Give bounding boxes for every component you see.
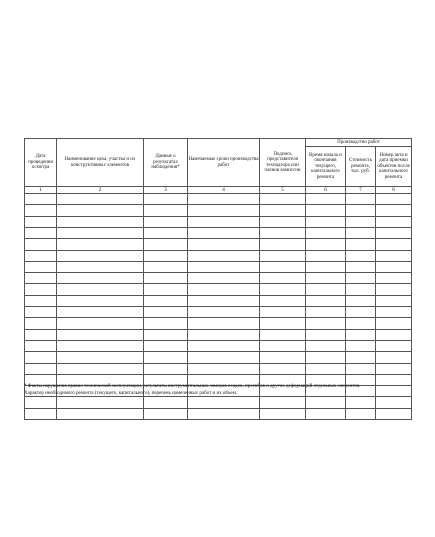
table-cell — [306, 273, 346, 284]
table-cell — [57, 363, 144, 374]
column-number: 3 — [144, 187, 188, 194]
table-cell — [346, 239, 376, 250]
table-cell — [346, 295, 376, 306]
table-row — [25, 340, 412, 351]
table-cell — [306, 250, 346, 261]
table-cell — [346, 250, 376, 261]
table-cell — [25, 363, 57, 374]
column-number: 7 — [346, 187, 376, 194]
table-cell — [260, 307, 306, 318]
table-row — [25, 227, 412, 238]
table-cell — [376, 250, 412, 261]
table-cell — [346, 227, 376, 238]
table-cell — [260, 318, 306, 329]
table-cell — [144, 340, 188, 351]
table-cell — [25, 284, 57, 295]
table-cell — [306, 239, 346, 250]
table-cell — [188, 295, 260, 306]
table-cell — [346, 408, 376, 419]
table-cell — [144, 273, 188, 284]
table-cell — [25, 205, 57, 216]
table-cell — [260, 273, 306, 284]
table-row — [25, 397, 412, 408]
table-row — [25, 239, 412, 250]
table-cell — [306, 205, 346, 216]
table-cell — [376, 284, 412, 295]
table-cell — [25, 227, 57, 238]
table-cell — [188, 318, 260, 329]
table-row — [25, 284, 412, 295]
table-cell — [57, 318, 144, 329]
table-cell — [260, 363, 306, 374]
table-cell — [260, 284, 306, 295]
column-number: 6 — [306, 187, 346, 194]
table-cell — [25, 250, 57, 261]
table-cell — [376, 239, 412, 250]
table-cell — [57, 227, 144, 238]
column-header-observation-data: Данные о результатах наблюдения* — [144, 139, 188, 187]
table-cell — [57, 261, 144, 272]
table-cell — [57, 397, 144, 408]
table-cell — [376, 318, 412, 329]
table-cell — [346, 261, 376, 272]
table-row — [25, 194, 412, 205]
table-cell — [260, 261, 306, 272]
table-cell — [376, 340, 412, 351]
table-cell — [306, 216, 346, 227]
table-row — [25, 307, 412, 318]
table-cell — [376, 273, 412, 284]
column-group-header-works: Производство работ — [306, 139, 412, 147]
table-cell — [188, 227, 260, 238]
table-cell — [144, 194, 188, 205]
table-cell — [25, 239, 57, 250]
table-cell — [346, 194, 376, 205]
table-cell — [144, 205, 188, 216]
table-cell — [57, 295, 144, 306]
table-cell — [57, 408, 144, 419]
table-row — [25, 250, 412, 261]
table-cell — [57, 352, 144, 363]
table-cell — [188, 307, 260, 318]
table-cell — [306, 194, 346, 205]
table-cell — [376, 261, 412, 272]
table-cell — [188, 352, 260, 363]
table-cell — [376, 397, 412, 408]
table-cell — [260, 340, 306, 351]
table-cell — [376, 352, 412, 363]
table-cell — [188, 250, 260, 261]
table-cell — [25, 397, 57, 408]
table-cell — [188, 329, 260, 340]
table-cell — [144, 363, 188, 374]
table-cell — [346, 205, 376, 216]
table-cell — [376, 408, 412, 419]
column-header-planned-dates: Намечаемые сроки производства работ — [188, 139, 260, 187]
table-cell — [376, 307, 412, 318]
table-cell — [144, 261, 188, 272]
table-cell — [306, 261, 346, 272]
table-cell — [57, 250, 144, 261]
table-cell — [188, 363, 260, 374]
table-cell — [144, 284, 188, 295]
table-cell — [57, 216, 144, 227]
table-cell — [306, 295, 346, 306]
table-cell — [25, 273, 57, 284]
table-cell — [376, 295, 412, 306]
table-row — [25, 261, 412, 272]
table-cell — [188, 397, 260, 408]
table-cell — [346, 284, 376, 295]
table-cell — [346, 273, 376, 284]
table-cell — [306, 227, 346, 238]
inspection-log-table — [24, 138, 412, 420]
table-cell — [144, 295, 188, 306]
table-cell — [346, 329, 376, 340]
table-cell — [260, 216, 306, 227]
table-cell — [188, 408, 260, 419]
table-cell — [346, 363, 376, 374]
column-number: 8 — [376, 187, 412, 194]
column-header-repair-cost: Стоимость ремонта, тыс. руб. — [346, 147, 376, 187]
table-cell — [57, 273, 144, 284]
table-cell — [260, 194, 306, 205]
table-cell — [57, 194, 144, 205]
table-cell — [57, 205, 144, 216]
table-cell — [188, 273, 260, 284]
table-cell — [144, 227, 188, 238]
column-header-signature: Подпись представителя технадзора или членов комиссии — [260, 139, 306, 187]
table-cell — [144, 329, 188, 340]
table-cell — [306, 307, 346, 318]
header-row-top — [25, 139, 412, 147]
table-cell — [188, 284, 260, 295]
column-header-inspection-date: Дата проведения осмотра — [25, 139, 57, 187]
table-cell — [376, 363, 412, 374]
table-cell — [188, 340, 260, 351]
table-cell — [25, 216, 57, 227]
table-cell — [57, 284, 144, 295]
table-cell — [144, 318, 188, 329]
column-number-row — [25, 187, 412, 194]
table-cell — [188, 205, 260, 216]
table-cell — [306, 408, 346, 419]
table-cell — [306, 284, 346, 295]
column-number: 2 — [57, 187, 144, 194]
table-cell — [260, 295, 306, 306]
table-cell — [346, 216, 376, 227]
table-cell — [144, 307, 188, 318]
table-cell — [306, 363, 346, 374]
table-cell — [25, 352, 57, 363]
table-cell — [346, 397, 376, 408]
table-cell — [306, 352, 346, 363]
table-cell — [25, 318, 57, 329]
table-cell — [25, 295, 57, 306]
table-cell — [260, 408, 306, 419]
table-cell — [376, 194, 412, 205]
table-cell — [260, 329, 306, 340]
table-row — [25, 329, 412, 340]
table-cell — [346, 307, 376, 318]
table-cell — [25, 261, 57, 272]
table-cell — [346, 318, 376, 329]
table-cell — [188, 216, 260, 227]
table-row — [25, 408, 412, 419]
table-cell — [260, 205, 306, 216]
table-cell — [346, 352, 376, 363]
table-cell — [57, 239, 144, 250]
table-cell — [188, 261, 260, 272]
table-cell — [57, 329, 144, 340]
table-row — [25, 216, 412, 227]
column-number: 5 — [260, 187, 306, 194]
column-header-acceptance-act: Номер акта и дата приемки объектов после капитального ремонта — [376, 147, 412, 187]
table-row — [25, 273, 412, 284]
table-cell — [376, 216, 412, 227]
table-cell — [260, 250, 306, 261]
column-header-repair-time: Время начала и окончания текущего, капитального ремонта — [306, 147, 346, 187]
table-cell — [144, 408, 188, 419]
table-cell — [376, 205, 412, 216]
table-cell — [346, 340, 376, 351]
table-cell — [144, 239, 188, 250]
table-cell — [188, 194, 260, 205]
table-cell — [306, 318, 346, 329]
table-cell — [260, 352, 306, 363]
table-cell — [144, 397, 188, 408]
table-row — [25, 295, 412, 306]
table-cell — [144, 216, 188, 227]
table-cell — [25, 408, 57, 419]
table-cell — [306, 397, 346, 408]
column-number: 4 — [188, 187, 260, 194]
column-header-workshop-name: Наименование цеха, участка и их конструктивных элементов — [57, 139, 144, 187]
table-cell — [25, 340, 57, 351]
footnote-line-1: * Факты нарушения правил технической эксплуатации, результаты инструментальных замеров осадок, прогибов и других деформаций отдельных элементов. — [24, 384, 361, 389]
table-cell — [144, 250, 188, 261]
table-cell — [306, 340, 346, 351]
footnote-line-2: Характер необходимого ремонта (текущего, капитального), перечень намеченных работ и их объем. — [24, 390, 238, 396]
table-row — [25, 318, 412, 329]
table-cell — [57, 307, 144, 318]
table-row — [25, 352, 412, 363]
column-number: 1 — [25, 187, 57, 194]
table-cell — [260, 397, 306, 408]
table-cell — [260, 239, 306, 250]
table-cell — [376, 329, 412, 340]
table-cell — [306, 329, 346, 340]
table-cell — [25, 329, 57, 340]
table-cell — [25, 194, 57, 205]
table-cell — [57, 340, 144, 351]
table-cell — [260, 227, 306, 238]
table-row — [25, 363, 412, 374]
table-cell — [144, 352, 188, 363]
table-cell — [188, 239, 260, 250]
table-row — [25, 205, 412, 216]
table-cell — [25, 307, 57, 318]
table-cell — [376, 227, 412, 238]
footnote — [24, 384, 414, 398]
